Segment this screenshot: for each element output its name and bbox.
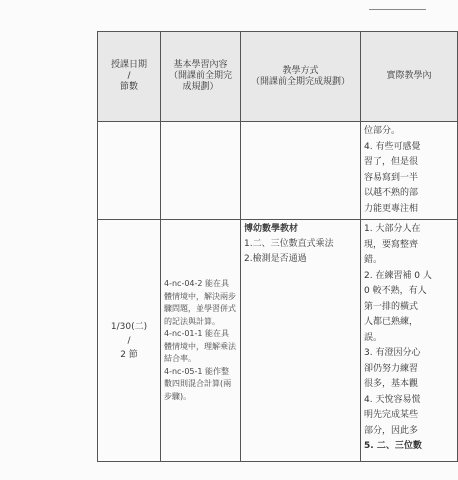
- actual-line: 1. 大部分人在: [364, 224, 421, 234]
- actual-line: 習了，但是很: [364, 157, 419, 167]
- row2-date: [98, 220, 161, 462]
- method-title: 博幼數學教材: [244, 224, 299, 234]
- header-method-line: （開課前全期完成規劃）: [250, 76, 350, 87]
- header-method: [241, 32, 361, 122]
- actual-line: 明先完成某些: [364, 410, 419, 420]
- actual-line: 容易寫到一半: [364, 172, 419, 183]
- header-date: [98, 32, 161, 122]
- date-line: 1/30(二): [110, 321, 148, 332]
- header-content-line: （開課前全期完: [168, 71, 232, 81]
- date-line: 2 節: [120, 349, 138, 360]
- content-line: 驟問題，並學習併式: [164, 304, 236, 313]
- content-line: 4-nc-05-1 能作整: [164, 366, 230, 376]
- actual-line: 5. 二、三位數: [364, 441, 422, 451]
- row1-actual: [361, 122, 458, 220]
- actual-line: 現，要寫整齊: [364, 239, 419, 250]
- actual-line: 誤。: [364, 332, 383, 343]
- row2-method: [241, 220, 361, 462]
- header-date-line: 授課日期: [110, 60, 147, 70]
- header-content-line: 成規劃）: [182, 82, 219, 92]
- actual-line: 3. 有澄因分心: [364, 348, 421, 358]
- date-line: /: [127, 335, 131, 346]
- header-content-line: 基本學習內容: [173, 60, 228, 70]
- content-line: 結合率。: [164, 354, 196, 363]
- actual-line: 很多，基本觀: [364, 379, 419, 389]
- content-line: 4-nc-01-1 能在具: [164, 329, 230, 338]
- row1-method: [241, 122, 361, 220]
- header-date-line: 節數: [119, 82, 138, 92]
- actual-line: 以越不熟的部: [364, 188, 419, 198]
- method-line: 1.二、三位數直式乘法: [244, 239, 334, 249]
- actual-line: 0 較不熟，有人: [364, 286, 427, 296]
- content-line: 體情境中，解決兩步: [164, 291, 236, 301]
- row1-content: [161, 122, 241, 220]
- header-actual-line: 實際教學內: [386, 71, 432, 81]
- header-method-line: 教學方式: [282, 65, 319, 76]
- actual-line: 部分，因此多: [364, 425, 419, 436]
- header-date-line: /: [127, 71, 131, 81]
- method-line: 2.檢測是否通過: [244, 254, 307, 264]
- actual-line: 力能更專注相: [364, 203, 419, 214]
- actual-line: 錯。: [364, 255, 383, 265]
- actual-line: 4. 天悅容易慌: [364, 394, 421, 405]
- lesson-plan-table: [97, 31, 458, 462]
- actual-line: 4. 有些可感覺: [364, 141, 421, 152]
- actual-line: 位部分。: [364, 126, 401, 136]
- row2-actual: [361, 220, 458, 462]
- actual-line: 卻仍努力練習: [364, 363, 419, 374]
- header-actual: [361, 32, 458, 122]
- table-row: [98, 122, 458, 220]
- header-content: [161, 32, 241, 122]
- content-line: 的記法與計算。: [164, 316, 220, 326]
- actual-line: 2. 在練習補 0 人: [364, 270, 432, 281]
- table-row: [98, 220, 458, 462]
- content-line: 數四則混合計算(兩: [164, 379, 232, 388]
- actual-line: 人都已熟練，: [364, 317, 419, 327]
- row2-content: [161, 220, 241, 462]
- header-row: [98, 32, 458, 122]
- content-line: 步驟)。: [164, 391, 192, 401]
- top-rule: [369, 9, 426, 10]
- actual-line: 第一排的橫式: [364, 301, 419, 312]
- content-line: 4-nc-04-2 能在具: [164, 279, 230, 288]
- content-line: 體情境中，理解乘法: [164, 341, 236, 351]
- row1-date: [98, 122, 161, 220]
